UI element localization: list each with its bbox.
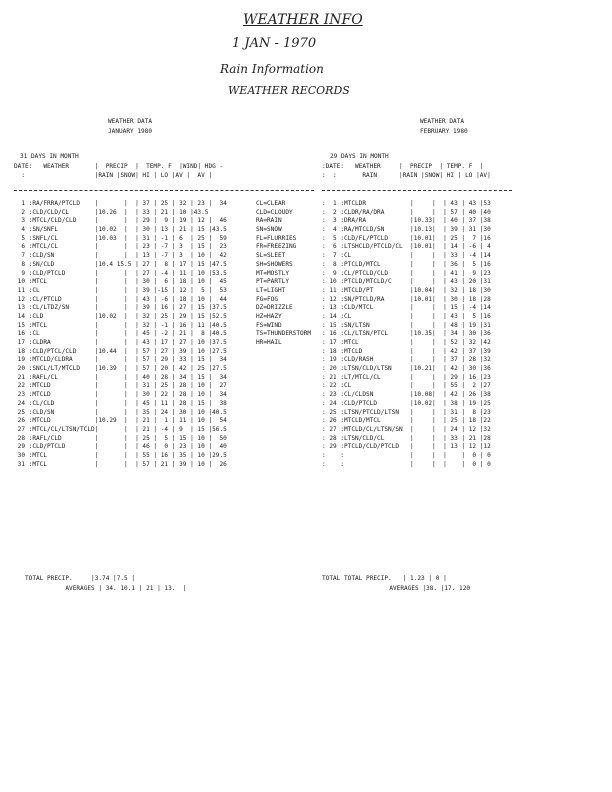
table-row: 20 :SNCL/LT/MTCLD |10.39 | | 57 | 20 | 42 | 25 |27.5: [14, 365, 227, 373]
table-row: : 10 :PTCLD/MTCLD/C | | | 43 | 20 |31: [322, 278, 491, 286]
right-header-separator: [322, 190, 512, 191]
table-row: : 9 :CL/PTCLD/CLD | | | 41 | 9 |23: [322, 269, 491, 277]
table-row: 10 :MTCL | | | 30 | 6 | 18 | 10 | 45: [14, 278, 227, 286]
table-row: 17 :CLDRA | | | 43 | 17 | 27 | 10 |37.5: [14, 339, 227, 346]
right-total-precip: TOTAL TOTAL PRECIP. | 1.23 | 0 |: [322, 575, 447, 582]
right-report-title: WEATHER DATA: [420, 118, 465, 125]
left-days-label: 31 DAYS IN MONTH: [20, 153, 79, 160]
table-row: 27 :MTCL/CL/LTSN/TCLD| | | 21 | -4 | 9 | 15 |56.5: [14, 425, 227, 433]
left-header-separator: [14, 190, 314, 191]
handwritten-date: 1 JAN - 1970: [232, 36, 317, 51]
table-row: : : | | | | 0 | 0: [322, 451, 491, 459]
right-days-label: 29 DAYS IN MONTH: [330, 153, 389, 160]
table-row: : 22 :CL | | | 55 | 2 |27: [322, 382, 491, 390]
table-row: 16 :CL | | | 45 | -2 | 21 | 8 |40.5: [14, 330, 227, 338]
left-total-precip: TOTAL PRECIP. |3.74 |7.5 |: [14, 575, 136, 582]
legend-item: CLD=CLOUDY: [256, 208, 293, 216]
table-row: 31 :MTCL | | | 57 | 21 | 39 | 10 | 26: [14, 460, 227, 468]
left-data-table: [14, 200, 227, 469]
legend-item: FR=FREEZING: [256, 243, 297, 251]
left-averages: AVERAGES | 34. 10.1 | 21 | 13. |: [14, 585, 187, 592]
table-row: 26 :MTCLD |10.29 | | 21 | 1 | 11 | 10 | 54: [14, 417, 227, 425]
table-row: 14 :CLD |10.02 | | 32 | 25 | 29 | 15 |52.5: [14, 312, 227, 320]
table-row: : 15 :SN/LTSN | | | 48 | 19 |31: [322, 321, 491, 329]
table-row: 18 :CLD/PTCL/CLD |10.44 | | 57 | 27 | 39 | 10 |27.5: [14, 347, 227, 355]
table-row: : 12 :SN/PTCLD/RA |10.01| | 30 | 18 |28: [322, 295, 491, 303]
handwritten-title: WEATHER INFO: [243, 12, 363, 28]
weather-legend: [256, 200, 311, 348]
table-row: 15 :MTCL | | | 32 | -1 | 16 | 11 |40.5: [14, 321, 227, 329]
table-row: 4 :SN/SNFL |10.02 | | 30 | 13 | 21 | 15 |43.5: [14, 226, 227, 234]
table-row: : 26 :MTCLD/MTCL | | | 25 | 18 |22: [322, 417, 491, 425]
legend-item: CL=CLEAR: [256, 200, 286, 207]
table-row: 29 :CLD/PTCLD | | | 46 | 0 | 23 | 10 | 40: [14, 443, 227, 451]
legend-item: MT=MOSTLY: [256, 269, 290, 277]
table-row: 24 :CL/CLD | | | 45 | 11 | 28 | 15 | 38: [14, 399, 227, 407]
table-row: 13 :CL/LTDZ/SN | | | 39 | 16 | 27 | 15 |37.5: [14, 304, 227, 312]
table-row: 25 :CLD/SN | | | 35 | 24 | 30 | 10 |40.5: [14, 408, 227, 416]
legend-item: SH=SHOWERS: [256, 260, 293, 268]
table-row: : 2 :CLDR/RA/DRA | | | 57 | 40 |40: [322, 208, 491, 216]
table-row: : 29 :PTCLD/CLD/PTCLD | | | 13 | 12 |12: [322, 443, 491, 451]
table-row: : 6 :LTSHCLD/PTCLD/CL |10.01| | 14 | -6 | 4: [322, 243, 491, 251]
table-row: : 7 :CL | | | 33 | -4 |14: [322, 252, 491, 260]
table-row: : 21 :LT/MTCL/CL | | | 29 | 16 |23: [322, 373, 491, 381]
table-row: 2 :CLD/CLD/CL |10.26 | | 33 | 21 | 10 |43.5: [14, 208, 209, 216]
legend-item: FL=FLURRIES: [256, 234, 297, 242]
table-row: : 17 :MTCL | | | 52 | 32 |42: [322, 339, 491, 346]
legend-item: FG=FOG: [256, 295, 279, 303]
legend-item: DZ=DRIZZLE: [256, 304, 293, 312]
table-row: : 4 :RA/MTCLD/SN |10.13| | 39 | 31 |30: [322, 226, 491, 234]
table-row: : 27 :MTCLD/CL/LTSN/SN | | | 24 | 12 |32: [322, 425, 491, 433]
table-row: 11 :CL | | | 39 |-15 | 12 | 5 | 53: [14, 286, 227, 294]
table-row: : 28 :LTSN/CLD/CL | | | 33 | 21 |28: [322, 434, 491, 442]
table-row: 1 :RA/FRRA/PTCLD | | | 37 | 25 | 32 | 23 | 34: [14, 200, 227, 207]
table-row: 5 :SNFL/CL |10.03 | | 31 | -1 | 6 | 25 | 59: [14, 234, 227, 242]
table-row: : : | | | | 0 | 0: [322, 460, 491, 468]
legend-item: FS=WIND: [256, 321, 282, 329]
left-header-row1: DATE: WEATHER | PRECIP | TEMP. F |WIND| HDG -: [14, 163, 224, 170]
table-row: 23 :MTCLD | | | 30 | 22 | 28 | 10 | 34: [14, 391, 227, 399]
legend-item: TS=THUNDERSTORM: [256, 330, 312, 338]
left-report-title: WEATHER DATA: [108, 118, 153, 125]
right-header-row1: :DATE: WEATHER | PRECIP | TEMP. F |: [322, 163, 484, 170]
handwritten-note: WEATHER RECORDS: [228, 84, 350, 97]
table-row: 6 :MTCL/CL | | | 23 | -7 | 3 | 15 | 23: [14, 243, 227, 251]
table-row: 30 :MTCL | | | 55 | 16 | 35 | 10 |29.5: [14, 451, 227, 459]
table-row: 12 :CL/PTCLD | | | 43 | -6 | 18 | 10 | 44: [14, 295, 227, 303]
right-period: FEBRUARY 1980: [420, 128, 468, 135]
table-row: : 23 :CL/CLDSN |10.08| | 42 | 26 |38: [322, 391, 491, 399]
table-row: : 5 :CLD/FL/PTCLD |10.01| | 25 | 7 |16: [322, 234, 491, 242]
right-header-row2: : : RAIN |RAIN |SNOW| HI | LO |AV|: [322, 172, 491, 179]
table-row: 3 :MTCL/CLD/CLD | | | 29 | 9 | 19 | 12 | 46: [14, 217, 227, 225]
table-row: : 25 :LTSN/PTCLD/LTSN | | | 31 | 8 |23: [322, 408, 491, 416]
table-row: : 3 :DRA/RA |10.33| | 40 | 37 |38: [322, 217, 491, 225]
left-period: JANUARY 1980: [108, 128, 153, 135]
table-row: 8 :SN/CLD |10.4 15.5 | 27 | 8 | 17 | 15 |47.5: [14, 260, 227, 268]
table-row: 22 :MTCLD | | | 31 | 25 | 28 | 10 | 27: [14, 382, 227, 390]
right-averages: AVERAGES |38. |17. 120: [360, 585, 471, 592]
table-row: : 1 :MTCLDR | | | 43 | 43 |53: [322, 200, 491, 207]
table-row: : 20 :LTSN/CLD/LTSN |10.21| | 42 | 30 |36: [322, 365, 491, 373]
table-row: : 19 :CLD/RASH | | | 37 | 28 |32: [322, 356, 491, 364]
legend-item: SL=SLEET: [256, 252, 286, 260]
legend-item: RA=RAIN: [256, 217, 282, 225]
right-data-table: [322, 200, 491, 469]
handwritten-subtitle: Rain Information: [220, 62, 324, 76]
table-row: : 13 :CLD/MTCL | | | 15 | -4 |14: [322, 304, 491, 312]
table-row: 28 :RAFL/CLD | | | 25 | 5 | 15 | 10 | 50: [14, 434, 227, 442]
table-row: : 8 :PTCLD/MTCL | | | 36 | 5 |16: [322, 260, 491, 268]
legend-item: LT=LIGHT: [256, 286, 286, 294]
table-row: : 14 :CL | | | 43 | 5 |16: [322, 312, 491, 320]
table-row: : 18 :MTCLD | | | 42 | 37 |39: [322, 347, 491, 355]
table-row: 21 :RAFL/CL | | | 40 | 28 | 34 | 15 | 34: [14, 373, 227, 381]
left-header-row2: : |RAIN |SNOW| HI | LO |AV | AV |: [14, 172, 213, 179]
table-row: 19 :MTCLD/CLDRA | | | 57 | 29 | 33 | 15 | 34: [14, 356, 227, 364]
table-row: : 16 :CL/LTSN/PTCL |10.35| | 34 | 30 |36: [322, 330, 491, 338]
legend-item: SN=SNOW: [256, 226, 282, 234]
table-row: 7 :CLD/SN | | | 13 | -7 | 3 | 10 | 42: [14, 252, 227, 260]
table-row: : 24 :CLD/PTCLD |10.02| | 38 | 19 |25: [322, 399, 491, 407]
legend-item: HZ=HAZY: [256, 312, 282, 320]
table-row: 9 :CLD/PTCLD | | | 27 | -4 | 11 | 10 |53.5: [14, 269, 227, 277]
legend-item: HR=HAIL: [256, 339, 282, 346]
table-row: : 11 :MTCLD/PT |10.04| | 32 | 18 |30: [322, 286, 491, 294]
legend-item: PT=PARTLY: [256, 278, 290, 286]
